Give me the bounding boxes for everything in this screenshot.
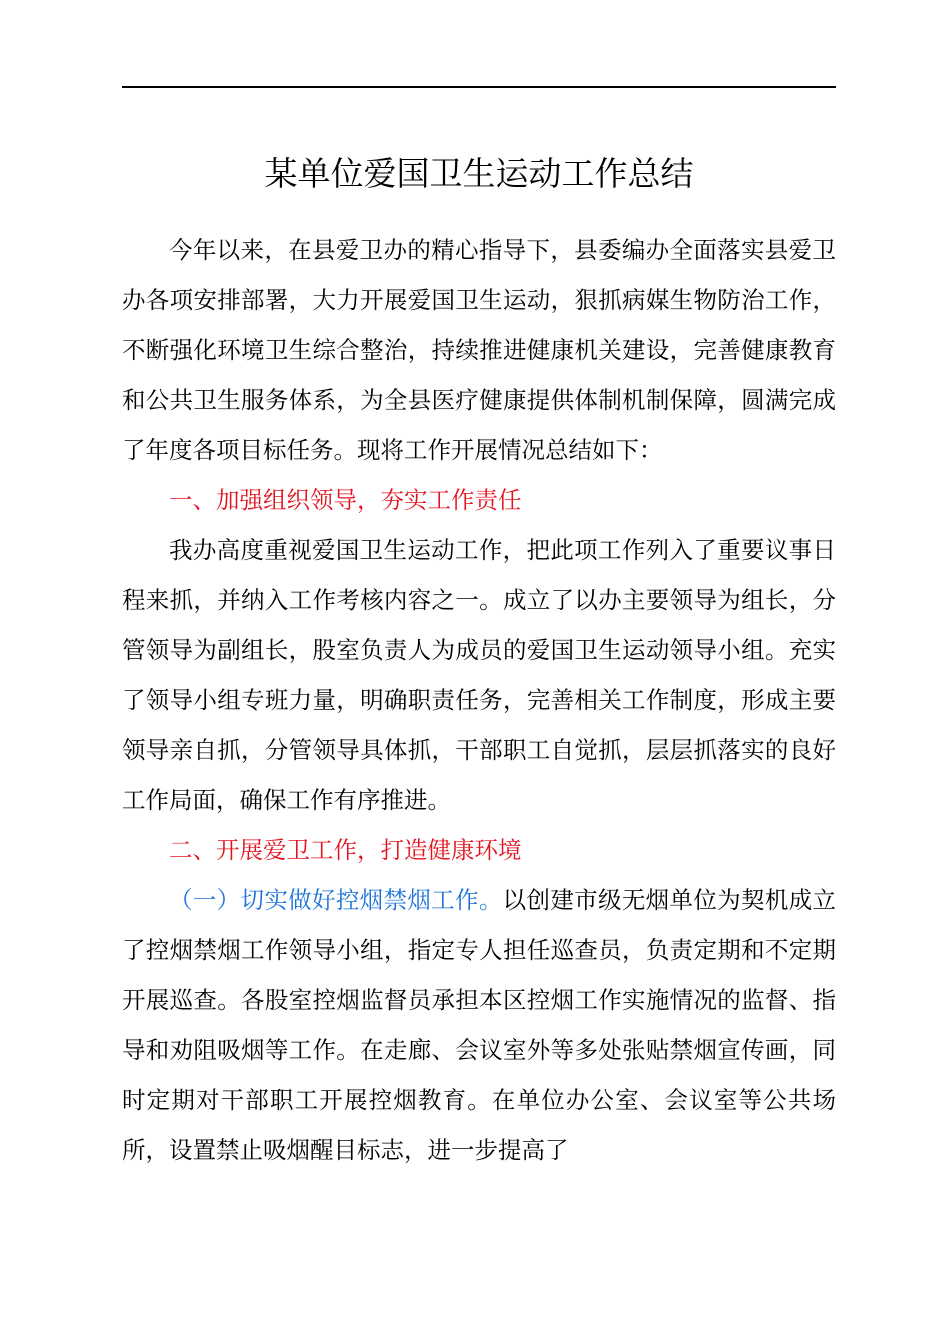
header-rule: [122, 86, 836, 88]
section-2-sub-1-body: 以创建市级无烟单位为契机成立了控烟禁烟工作领导小组，指定专人担任巡查员，负责定期和不定期开展巡查。各股室控烟监督员承担本区控烟工作实施情况的监督、指导和劝阻吸烟等工作。在走廊、会议室外等多处张贴禁烟宣传画，同时定期对干部职工开展控烟教育。在单位办公室、会议室等公共场所，设置禁止吸烟醒目标志，进一步提高了: [122, 886, 837, 1164]
section-2-heading: 二、开展爱卫工作，打造健康环境: [169, 836, 522, 864]
section-2-sub-1-heading: （一）切实做好控烟禁烟工作。: [169, 886, 503, 914]
document-title: 某单位爱国卫生运动工作总结: [264, 154, 694, 193]
section-1-heading: 一、加强组织领导，夯实工作责任: [169, 486, 522, 514]
section-1-paragraph: 我办高度重视爱国卫生运动工作，把此项工作列入了重要议事日程来抓，并纳入工作考核内容之一。成立了以办主要领导为组长，分管领导为副组长，股室负责人为成员的爱国卫生运动领导小组。充实了领导小组专班力量，明确职责任务，完善相关工作制度，形成主要领导亲自抓，分管领导具体抓，干部职工自觉抓，层层抓落实的良好工作局面，确保工作有序推进。: [122, 536, 836, 814]
document-body: [122, 225, 836, 1175]
intro-paragraph: 今年以来，在县爱卫办的精心指导下，县委编办全面落实县爱卫办各项安排部署，大力开展爱国卫生运动，狠抓病媒生物防治工作，不断强化环境卫生综合整治，持续推进健康机关建设，完善健康教育和公共卫生服务体系，为全县医疗健康提供体制机制保障，圆满完成了年度各项目标任务。现将工作开展情况总结如下：: [122, 236, 836, 464]
section-2-sub-1-paragraph: [122, 875, 836, 1175]
